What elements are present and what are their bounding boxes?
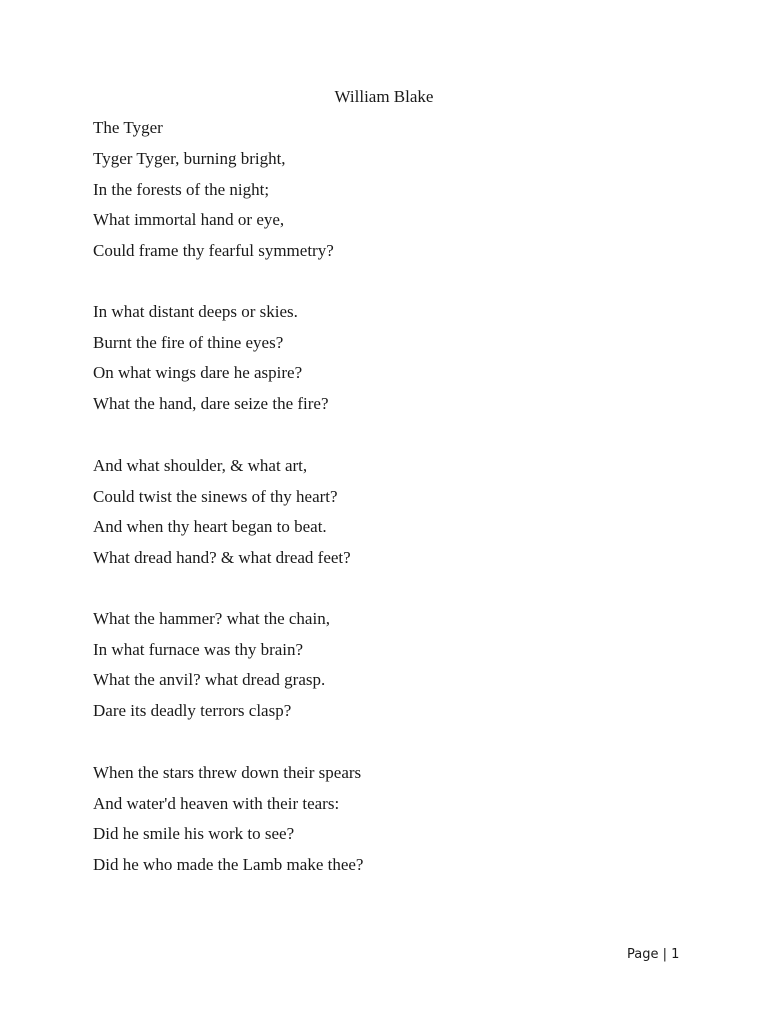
stanza-1 [93, 148, 334, 271]
poem-line: What immortal hand or eye, [93, 210, 285, 230]
poem-line: In what furnace was thy brain? [93, 639, 304, 659]
poem-line: Could frame thy fearful symmetry? [93, 241, 334, 261]
stanza-4 [93, 608, 330, 731]
stanza-5 [93, 762, 363, 885]
stanza-3 [93, 455, 351, 578]
poem-line: What the anvil? what dread grasp. [93, 670, 326, 690]
poem-line: Tyger Tyger, burning bright, [93, 149, 286, 168]
poem-line: Burnt the fire of thine eyes? [93, 332, 284, 352]
poem-line: In the forests of the night; [93, 179, 270, 199]
poem-line: What the hand, dare seize the fire? [93, 394, 329, 414]
page-number-footer: Page | 1 [627, 947, 680, 962]
author-heading: William Blake [334, 87, 434, 106]
stanza-2 [93, 301, 329, 424]
poem-line: And water'd heaven with their tears: [93, 793, 340, 813]
poem-line: Dare its deadly terrors clasp? [93, 701, 292, 721]
poem-line: What dread hand? & what dread feet? [93, 548, 351, 568]
poem-line: When the stars threw down their spears [93, 763, 362, 782]
poem-line: What the hammer? what the chain, [93, 609, 330, 628]
poem-line: In what distant deeps or skies. [93, 302, 298, 321]
poem-line: And what shoulder, & what art, [93, 456, 308, 475]
poem-title: The Tyger [93, 118, 163, 137]
poem-line: Could twist the sinews of thy heart? [93, 486, 338, 506]
poem-line: On what wings dare he aspire? [93, 363, 303, 383]
poem-line: Did he smile his work to see? [93, 824, 295, 844]
poem-line: Did he who made the Lamb make thee? [93, 855, 364, 875]
poem-line: And when thy heart began to beat. [93, 517, 327, 537]
